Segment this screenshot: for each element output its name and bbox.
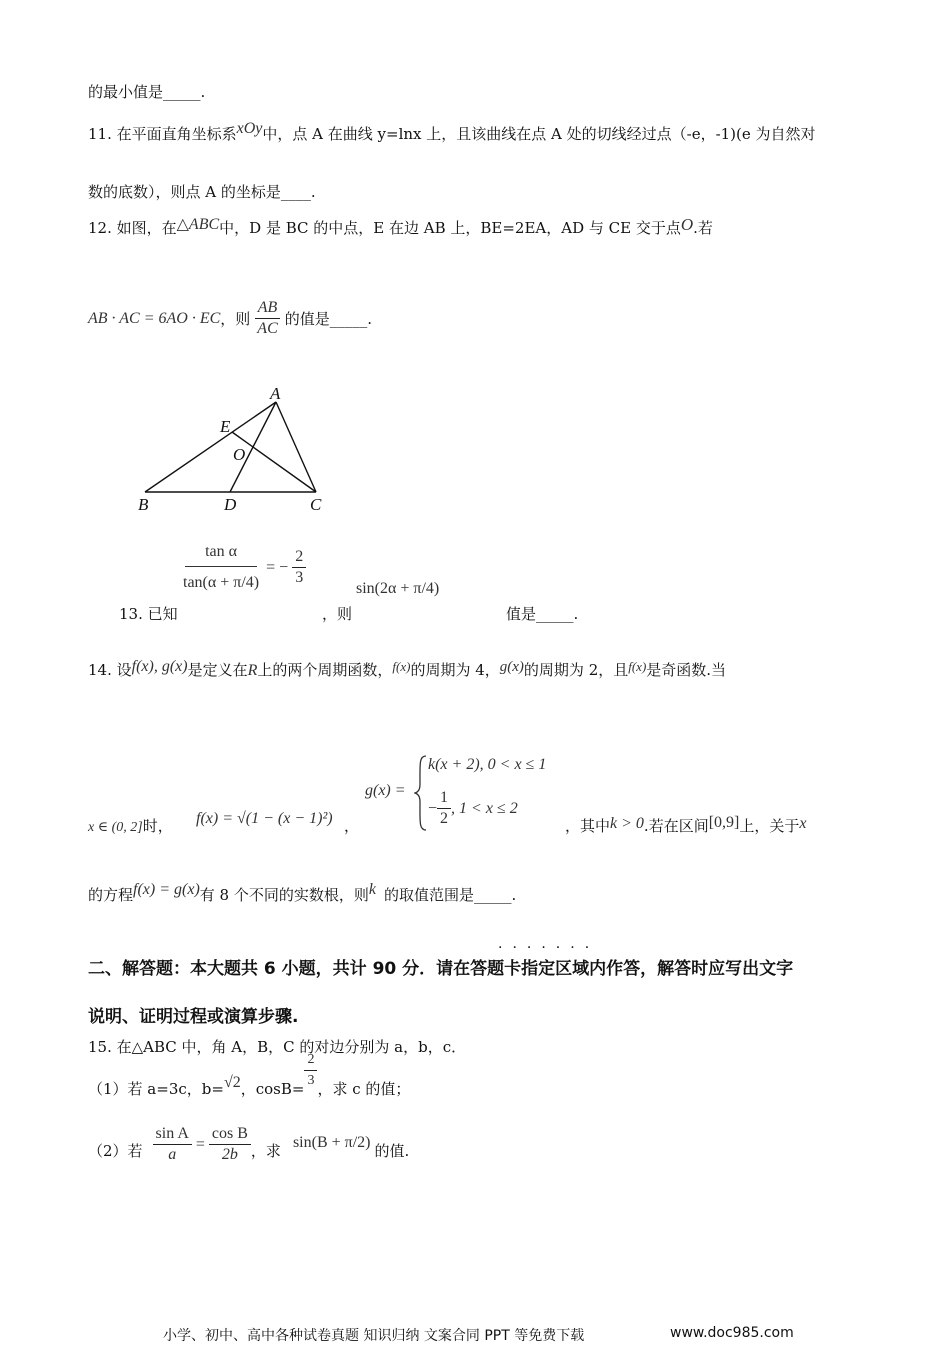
q12-ratio-den: AC (257, 320, 278, 337)
prev-question-tail: 的最小值是_____. (88, 83, 206, 101)
q15-p1-sqrt: √2 (223, 1073, 241, 1091)
q12-text1: 中，D 是 BC 的中点，E 在边 AB 上，BE=2EA，AD 与 CE 交于点 (219, 219, 681, 237)
q14-line1 (88, 660, 726, 681)
q15-p1-mid: ，cosB= (240, 1079, 305, 1098)
emphasis-dots: ······· (498, 940, 600, 956)
q15-p2-lhs (153, 1124, 192, 1165)
label-b: B (138, 495, 149, 514)
label-o: O (233, 445, 246, 464)
q15-p2-rhs (209, 1124, 251, 1165)
footer-ad-text: 小学、初中、高中各种试卷真题 知识归纳 文案合同 PPT 等免费下载 (163, 1328, 585, 1344)
q13-num: tan α (185, 542, 257, 567)
q14-text1: 是定义在 (187, 661, 248, 679)
q12-ratio-fraction (254, 298, 280, 339)
q14-brace (414, 754, 428, 832)
label-c: C (310, 495, 322, 514)
q14-piece2-rest: , 1 < x ≤ 2 (451, 799, 518, 817)
q12-ratio-num: AB (255, 298, 281, 319)
q12-line1 (88, 215, 713, 239)
q14-f: f(x) (392, 659, 411, 674)
q13-prefix: 13. 已知 (119, 605, 178, 623)
q14-text11: 有 8 个不同的实数根，则 (199, 886, 369, 904)
q14-line2-right (565, 816, 806, 837)
q15-p1-prefix: （1）若 a=3c，b= (88, 1079, 224, 1098)
q11-prefix: 11. 在平面直角坐标系 (88, 125, 237, 143)
footer-site-link[interactable]: www.doc985.com (670, 1325, 794, 1341)
q12-line2 (88, 298, 372, 339)
q15-p2-lhs-den: a (168, 1146, 177, 1163)
q14-piece2-num: 1 (437, 788, 451, 809)
q13-rhs-den: 3 (295, 569, 304, 586)
q14-text7: ，其中 (565, 817, 611, 835)
q12-point-o: O (680, 215, 694, 234)
q12-text2: 的值是_____. (284, 309, 373, 328)
q13-suffix: 值是_____. (506, 605, 579, 623)
q14-gx-label: g(x) = (365, 782, 406, 799)
q14-piece2-frac (437, 788, 451, 829)
q15-p2-rhs-num: cos B (209, 1124, 251, 1145)
q14-x-var: x (799, 815, 807, 832)
q12-prefix: 12. 如图，在 (88, 219, 177, 237)
q12-triangle-math: △ABC (176, 216, 220, 233)
q15-p1-frac-num: 2 (304, 1050, 317, 1071)
q14-k-cond: k > 0 (610, 815, 644, 832)
q14-comma: ， (344, 817, 360, 835)
section2-heading-line2: 说明、证明过程或演算步骤. (88, 1007, 299, 1027)
q11-coord-math: xOy (236, 120, 263, 137)
q14-interval: [0,9] (708, 814, 740, 831)
q14-line3 (88, 881, 517, 906)
q15-stem: 15. 在△ABC 中，角 A，B，C 的对边分别为 a，b，c． (88, 1038, 467, 1056)
q14-f2: f(x) (628, 659, 647, 674)
q15-p1-frac-den: 3 (307, 1073, 315, 1088)
q14-fx-def: f(x) = √(1 − (x − 1)²) (196, 810, 333, 827)
label-a: A (270, 385, 281, 403)
q14-k-var: k (368, 881, 376, 898)
q13-sin-expression: sin(2α + π/4) (356, 580, 440, 597)
q15-part2 (88, 1125, 410, 1171)
q14-text8: .若在区间 (643, 817, 709, 835)
q14-line2 (88, 816, 173, 838)
q15-p2-suffix: 的值. (374, 1141, 410, 1160)
q14-r: R (247, 662, 258, 679)
q14-fg: f(x), g(x) (131, 658, 188, 675)
section2-heading-line1: 二、解答题：本大题共 6 小题，共计 90 分．请在答题卡指定区域内作答，解答时应写出文字 (88, 959, 794, 979)
q13-eq: = − (266, 558, 289, 576)
q15-p2-rhs-den: 2b (221, 1146, 238, 1163)
q14-text12: 的取值范围是_____. (383, 886, 517, 904)
q14-eq: f(x) = g(x) (133, 881, 200, 898)
q14-prefix: 14. 设 (88, 661, 132, 679)
q12-text1-end: .若 (693, 219, 713, 237)
q12-equation: AB · AC = 6AO · EC (88, 309, 221, 327)
q13-rhs-fraction (292, 547, 306, 588)
label-d: D (224, 495, 237, 514)
q13-den: tan(α + π/4) (183, 574, 260, 591)
q14-piece2-den: 2 (440, 810, 449, 827)
q11-text1: 中，点 A 在曲线 y=lnx 上，且该曲线在点 A 处的切线经过点（-e，-1)(e 为自然对 (262, 125, 816, 143)
q15-p2-mid: ，求 (250, 1141, 281, 1160)
q14-text6: 时， (142, 817, 173, 835)
q15-p2-lhs-num: sin A (153, 1124, 192, 1145)
label-e: E (220, 417, 231, 436)
q11-line2: 数的底数），则点 A 的坐标是____. (88, 183, 316, 201)
q14-g: g(x) (499, 659, 524, 675)
q14-piece1: k(x + 2), 0 < x ≤ 1 (428, 756, 547, 773)
q13-rhs-num: 2 (292, 547, 306, 568)
q14-text9: 上，关于 (739, 817, 800, 835)
q11-line1 (88, 120, 816, 145)
q15-p1-suffix: ，求 c 的值； (317, 1079, 411, 1098)
q15-part1 (88, 1052, 411, 1109)
q14-text4: 的周期为 2，且 (523, 661, 629, 679)
q13-given-expression (180, 542, 306, 593)
q14-text3: 的周期为 4， (410, 661, 500, 679)
q15-p2-prefix: （2）若 (88, 1141, 143, 1160)
q15-p2-expr: sin(B + π/2) (292, 1133, 371, 1151)
q14-piece2: − $\frac{1}{2}$ , 1 < x ≤ 2 (428, 789, 518, 827)
q15-p1-frac (304, 1050, 317, 1091)
q12-comma: ，则 (220, 309, 251, 328)
q13-mid: ，则 (322, 605, 353, 623)
q14-text5: 是奇函数.当 (646, 661, 727, 679)
q14-x-domain: x ∈ (0, 2] (88, 820, 143, 835)
q14-text10: 的方程 (88, 886, 134, 904)
q13-main-fraction (180, 542, 262, 593)
q12-triangle-figure (130, 385, 340, 520)
q14-text2: 上的两个周期函数， (257, 661, 393, 679)
edge-ab (145, 402, 276, 492)
q15-p2-eq: = (195, 1135, 205, 1153)
